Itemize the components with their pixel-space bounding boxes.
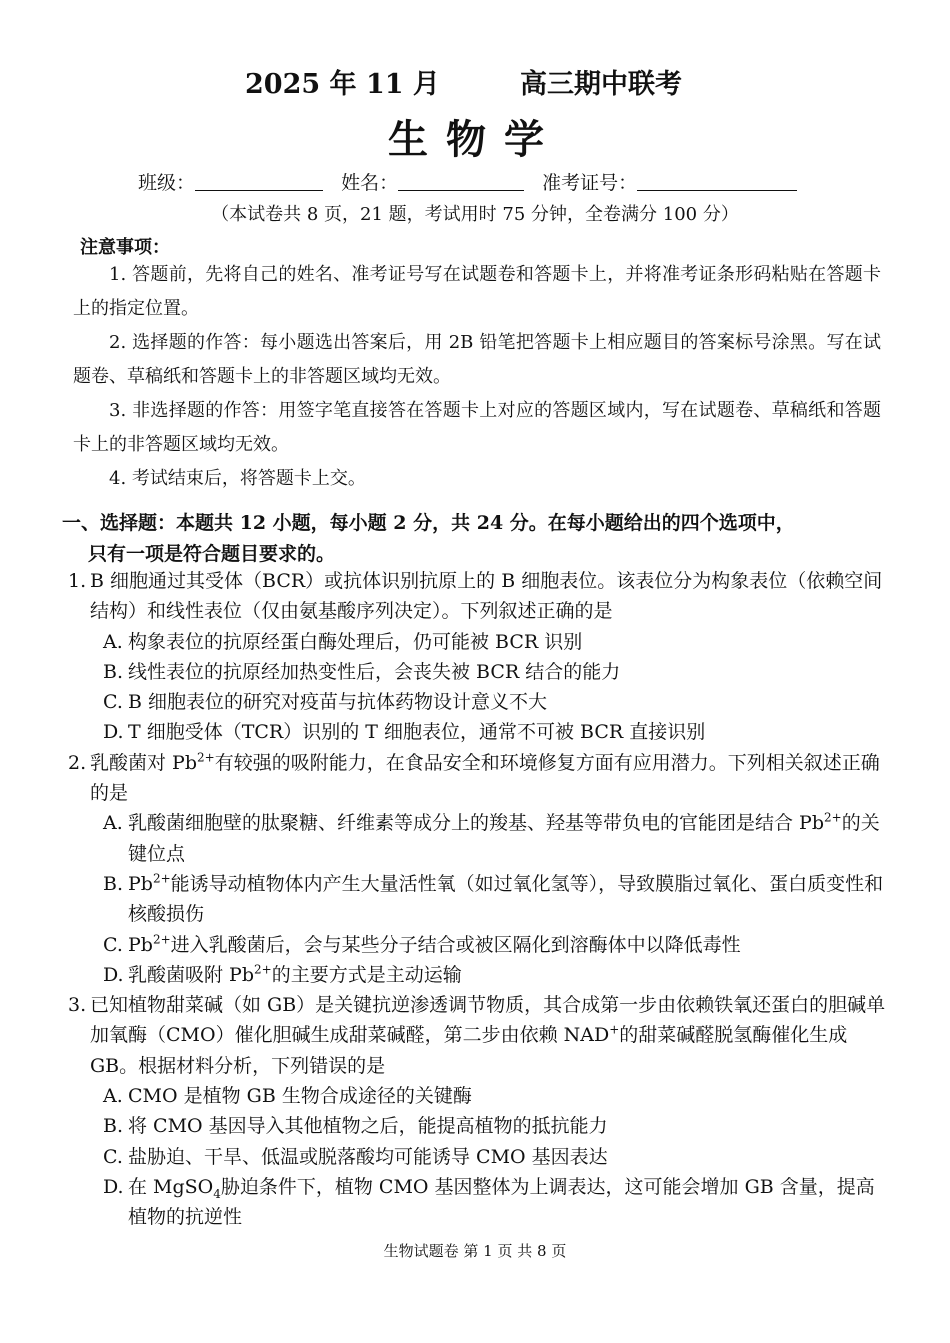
class-blank — [195, 172, 323, 191]
option-text: 构象表位的抗原经蛋白酶处理后，仍可能被 BCR 识别 — [128, 630, 583, 653]
option-c — [68, 687, 890, 717]
id-blank — [637, 172, 797, 191]
option-text: 在 MgSO — [128, 1175, 214, 1198]
option-text: 盐胁迫、干旱、低温或脱落酸均可能诱导 CMO 基因表达 — [128, 1145, 608, 1168]
option-d — [68, 1172, 890, 1233]
section-line-2: 只有一项是符合题目要求的。 — [88, 543, 336, 565]
option-text: 将 CMO 基因导入其他植物之后，能提高植物的抵抗能力 — [128, 1115, 608, 1138]
option-b — [68, 657, 890, 687]
option-b — [68, 869, 890, 930]
question-2 — [68, 748, 890, 990]
question-list — [68, 566, 890, 1233]
exam-date: 2025 年 11 月 — [245, 69, 440, 100]
option-text: B 细胞表位的研究对疫苗与抗体药物设计意义不大 — [128, 691, 548, 714]
option-d — [68, 960, 890, 990]
stem-text: 乳酸菌对 Pb — [90, 751, 197, 774]
option-letter: A. — [103, 812, 123, 835]
stem-text: 的甜菜碱醛脱氢酶催化生成 GB。根据材料分析，下列错误的是 — [90, 1024, 848, 1077]
charge-superscript: 2+ — [254, 962, 272, 977]
option-letter: D. — [103, 963, 124, 986]
option-letter: B. — [103, 872, 124, 895]
option-d — [68, 717, 890, 747]
option-letter: D. — [103, 721, 124, 744]
option-letter: A. — [103, 1085, 123, 1108]
charge-superscript: + — [609, 1023, 620, 1038]
stem-text: 已知植物甜菜碱（如 GB）是关键抗逆渗透调节物质，其合成第一步由依赖铁氧还蛋白的胆碱单加氧酶（CMO）催化胆碱生成甜菜碱醛，第二步由依赖 NAD — [90, 994, 886, 1047]
notice-title: 注意事项： — [80, 237, 170, 258]
option-letter: C. — [103, 1145, 123, 1168]
question-stem — [68, 748, 890, 809]
class-label: 班级： — [138, 172, 196, 194]
question-3 — [68, 990, 890, 1232]
notice-item: 1. 答题前，先将自己的姓名、准考证号写在试题卷和答题卡上，并将准考证条形码粘贴在答题卡上的指定位置。 — [73, 264, 881, 319]
option-text: 的关键位点 — [128, 812, 880, 865]
notice-list — [73, 258, 881, 496]
notice-item: 4. 考试结束后，将答题卡上交。 — [109, 468, 366, 489]
stem-text: 有较强的吸附能力，在食品安全和环境修复方面有应用潜力。下列相关叙述正确的是 — [90, 751, 880, 805]
exam-info: （本试卷共 8 页，21 题，考试用时 75 分钟，全卷满分 100 分） — [211, 204, 739, 225]
id-label: 准考证号： — [542, 172, 638, 194]
name-label: 姓名： — [341, 172, 399, 194]
charge-superscript: 2+ — [197, 750, 215, 765]
option-text: Pb — [128, 933, 153, 956]
subscript: 4 — [213, 1186, 221, 1201]
section-line-1: 一、选择题：本题共 12 小题，每小题 2 分，共 24 分。在每小题给出的四个选项中， — [62, 512, 795, 534]
option-c — [68, 1142, 890, 1172]
question-number: 3. — [68, 994, 87, 1017]
option-text: 能诱导动植物体内产生大量活性氧（如过氧化氢等），导致膜脂过氧化、蛋白质变性和核酸损伤 — [128, 872, 884, 926]
option-text: 乳酸菌吸附 Pb — [128, 963, 254, 986]
exam-name: 高三期中联考 — [520, 69, 682, 100]
header — [0, 62, 950, 98]
question-stem — [68, 566, 890, 627]
option-text: 的主要方式是主动运输 — [271, 963, 462, 986]
option-letter: B. — [103, 1115, 124, 1138]
option-text: Pb — [128, 872, 153, 895]
option-a — [68, 627, 890, 657]
subject-title: 生物学 — [388, 117, 562, 163]
option-letter: B. — [103, 660, 124, 683]
section-heading — [62, 508, 892, 570]
page-footer: 生物试题卷 第 1 页 共 8 页 — [383, 1242, 567, 1260]
notice-item: 2. 选择题的作答：每小题选出答案后，用 2B 铅笔把答题卡上相应题目的答案标号涂黑。写在试题卷、草稿纸和答题卡上的非答题区域均无效。 — [73, 332, 881, 387]
charge-superscript: 2+ — [152, 932, 171, 947]
option-text: 线性表位的抗原经加热变性后，会丧失被 BCR 结合的能力 — [128, 660, 621, 683]
option-c — [68, 930, 890, 960]
option-text: T 细胞受体（TCR）识别的 T 细胞表位，通常不可被 BCR 直接识别 — [128, 721, 706, 744]
notice-item: 3. 非选择题的作答：用签字笔直接答在答题卡上对应的答题区域内，写在试题卷、草稿纸和答题卡上的非答题区域均无效。 — [73, 400, 881, 455]
student-fields — [138, 168, 809, 195]
charge-superscript: 2+ — [824, 811, 842, 826]
option-text: 胁迫条件下，植物 CMO 基因整体为上调表达，这可能会增加 GB 含量，提高植物的抗逆性 — [128, 1175, 875, 1229]
option-a — [68, 1081, 890, 1111]
stem-text: B 细胞通过其受体（BCR）或抗体识别抗原上的 B 细胞表位。该表位分为构象表位（依赖空间结构）和线性表位（仅由氨基酸序列决定）。下列叙述正确的是 — [90, 570, 883, 623]
question-stem — [68, 990, 890, 1081]
option-letter: C. — [103, 933, 123, 956]
option-text: CMO 是植物 GB 生物合成途径的关键酶 — [128, 1085, 472, 1108]
option-text: 乳酸菌细胞壁的肽聚糖、纤维素等成分上的羧基、羟基等带负电的官能团是结合 Pb — [128, 812, 824, 835]
option-a — [68, 808, 890, 869]
option-letter: C. — [103, 691, 123, 714]
option-text: 进入乳酸菌后，会与某些分子结合或被区隔化到溶酶体中以降低毒性 — [170, 933, 741, 956]
question-1 — [68, 566, 890, 748]
question-number: 2. — [68, 751, 87, 774]
option-letter: D. — [103, 1175, 124, 1198]
question-number: 1. — [68, 570, 87, 592]
charge-superscript: 2+ — [152, 871, 171, 886]
name-blank — [398, 172, 524, 191]
option-letter: A. — [103, 630, 123, 653]
option-b — [68, 1111, 890, 1141]
